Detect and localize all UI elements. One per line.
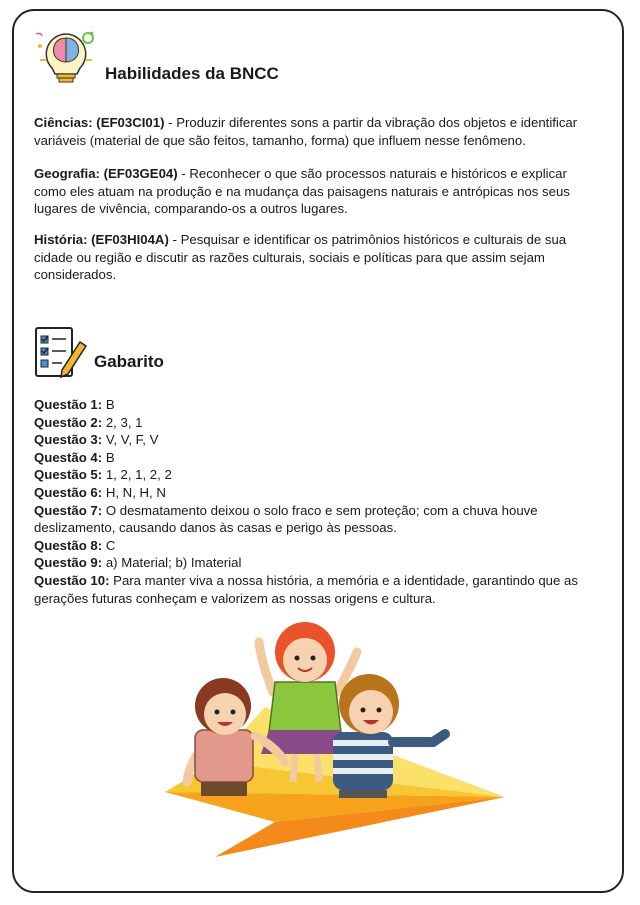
answer-row bbox=[34, 449, 604, 467]
question-label: Questão 5: bbox=[34, 467, 103, 483]
skill-text: - Reconhecer o que são processos naturais e históricos e explicar como eles atuam na produção e na mudança das paisagens naturais e antrópicas nos seus lugares de vivência, comparando-os a outros lugares. bbox=[34, 166, 570, 216]
answer-list bbox=[34, 396, 604, 607]
question-label: Questão 2: bbox=[34, 414, 103, 430]
skill-text: - Produzir diferentes sons a partir da vibração dos objetos e identificar variáveis (material de que são feitos, tamanho, forma) que influem nesse fenômeno. bbox=[34, 115, 578, 148]
question-label: Questão 6: bbox=[34, 484, 103, 500]
answer-row bbox=[34, 396, 604, 414]
skill-label: História: (EF03HI04A) bbox=[34, 232, 169, 247]
question-label: Questão 9: bbox=[34, 555, 103, 571]
answer-key-title: Gabarito bbox=[94, 352, 164, 371]
skill-geography bbox=[34, 165, 596, 218]
skill-label: Ciências: (EF03CI01) bbox=[34, 115, 165, 130]
answer-text: O desmatamento deixou o solo fraco e sem proteção; com a chuva houve deslizamento, causando danos às casas e perigo às pessoas. bbox=[34, 502, 538, 536]
question-label: Questão 1: bbox=[34, 397, 103, 412]
skill-history bbox=[34, 231, 596, 284]
answer-row bbox=[34, 502, 604, 537]
answer-text: B bbox=[102, 397, 115, 412]
brain-lightbulb-icon bbox=[30, 26, 102, 90]
checklist-pencil-icon bbox=[32, 324, 90, 382]
answer-text: Para manter viva a nossa história, a memória e a identidade, garantindo que as gerações futuras conheçam e valorizem as nossas origens e cultura. bbox=[34, 572, 578, 606]
answer-row bbox=[34, 414, 604, 432]
answer-text: 2, 3, 1 bbox=[102, 414, 143, 430]
skill-text: - Pesquisar e identificar os patrimônios históricos e culturais de sua cidade ou região e discutir as razões culturais, sociais e políticas para que assim sejam considerados. bbox=[34, 232, 567, 282]
answer-row bbox=[34, 537, 604, 555]
answer-row bbox=[34, 466, 604, 484]
answer-text: a) Material; b) Imaterial bbox=[102, 555, 242, 571]
question-label: Questão 4: bbox=[34, 449, 103, 465]
question-label: Questão 10: bbox=[34, 572, 110, 588]
answer-row bbox=[34, 431, 604, 449]
answer-text: H, N, H, N bbox=[102, 484, 166, 500]
answer-text: B bbox=[102, 449, 115, 465]
answer-row bbox=[34, 572, 604, 607]
question-label: Questão 3: bbox=[34, 432, 103, 448]
skill-science bbox=[34, 114, 596, 149]
answer-text: V, V, F, V bbox=[102, 432, 159, 448]
skills-title: Habilidades da BNCC bbox=[105, 64, 279, 83]
answer-text: C bbox=[102, 537, 116, 553]
children-paper-plane-illustration bbox=[155, 612, 515, 862]
answer-text: 1, 2, 1, 2, 2 bbox=[102, 467, 172, 483]
question-label: Questão 8: bbox=[34, 537, 103, 553]
answer-row bbox=[34, 484, 604, 502]
answer-row bbox=[34, 554, 604, 572]
question-label: Questão 7: bbox=[34, 502, 103, 518]
skill-label: Geografia: (EF03GE04) bbox=[34, 166, 178, 181]
